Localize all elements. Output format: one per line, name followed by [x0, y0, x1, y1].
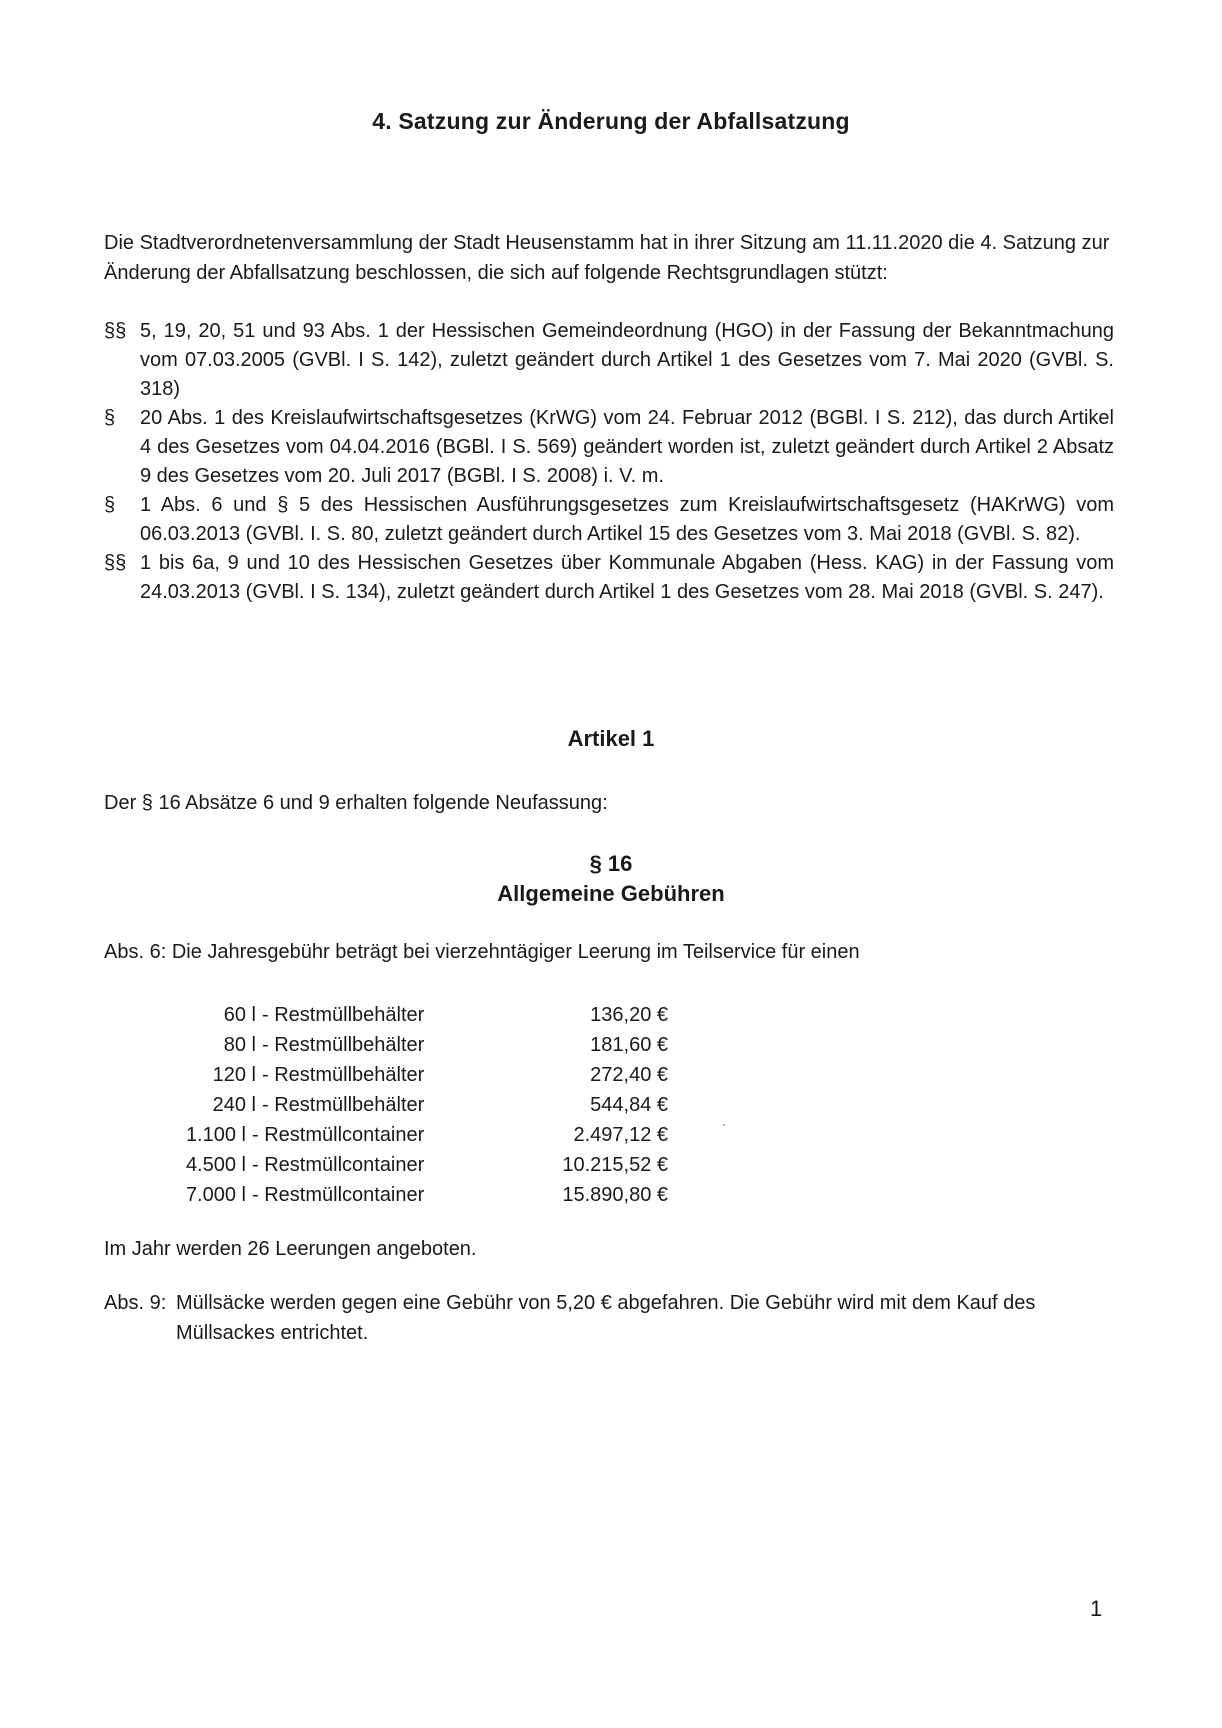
fee-type: - Restmüllbehälter	[262, 1004, 425, 1026]
fee-volume: 120 l	[212, 1064, 256, 1086]
fee-price: 272,40 €	[590, 1064, 668, 1086]
article-intro: Der § 16 Absätze 6 und 9 erhalten folgende Neufassung:	[104, 792, 608, 814]
paragraph-symbol: §§	[104, 552, 127, 574]
document-title: 4. Satzung zur Änderung der Abfallsatzung	[372, 108, 850, 134]
fee-row	[104, 1000, 704, 1030]
fee-row	[104, 1180, 704, 1210]
fee-type: - Restmüllbehälter	[262, 1034, 425, 1056]
emptyings-note: Im Jahr werden 26 Leerungen angeboten.	[104, 1238, 477, 1260]
fee-price: 181,60 €	[590, 1034, 668, 1056]
fee-volume: 4.500 l	[185, 1154, 246, 1176]
fee-price: 15.890,80 €	[562, 1184, 668, 1206]
page-number: 1	[1090, 1596, 1103, 1621]
fee-row	[104, 1150, 704, 1180]
fee-type: - Restmüllbehälter	[262, 1064, 425, 1086]
fee-price: 136,20 €	[590, 1004, 668, 1026]
fee-price: 2.497,12 €	[573, 1124, 668, 1146]
legal-basis-text: 1 bis 6a, 9 und 10 des Hessischen Gesetzes über Kommunale Abgaben (Hess. KAG) in der Fassung vom 24.03.2013 (GVBl. I S. 134), zuletzt geändert durch Artikel 1 des Gesetzes vom 28. Mai 2018 (GVBl. S. 247).	[140, 552, 1114, 603]
legal-basis-text: 20 Abs. 1 des Kreislaufwirtschaftsgesetzes (KrWG) vom 24. Februar 2012 (BGBl. I S. 212), das durch Artikel 4 des Gesetzes vom 04.04.2016 (BGBl. I S. 569) geändert worden ist, zuletzt geändert durch Artikel 2 Absatz 9 des Gesetzes vom 20. Juli 2017 (BGBl. I S. 2008) i. V. m.	[140, 407, 1114, 487]
fee-volume: 240 l	[212, 1094, 256, 1116]
fee-row	[104, 1090, 704, 1120]
fee-price: 10.215,52 €	[562, 1154, 668, 1176]
legal-basis-item	[104, 317, 1114, 404]
intro-paragraph: Die Stadtverordnetenversammlung der Stadt Heusenstamm hat in ihrer Sitzung am 11.11.2020 die 4. Satzung zur Änderung der Abfallsatzung beschlossen, die sich auf folgende Rechtsgrundlagen stützt:	[104, 232, 1110, 284]
paragraph-symbol: §	[104, 407, 116, 429]
fee-row	[104, 1030, 704, 1060]
abs9-paragraph	[104, 1288, 1044, 1348]
legal-basis-item	[104, 549, 1114, 607]
fee-row	[104, 1060, 704, 1090]
scan-speck	[723, 1124, 725, 1126]
fee-row	[104, 1120, 704, 1150]
legal-basis-text: 1 Abs. 6 und § 5 des Hessischen Ausführungsgesetzes zum Kreislaufwirtschaftsgesetz (HAKrWG) vom 06.03.2013 (GVBl. I. S. 80, zuletzt geändert durch Artikel 15 des Gesetzes vom 3. Mai 2018 (GVBl. S. 82).	[140, 494, 1114, 545]
fee-type: - Restmüllbehälter	[262, 1094, 425, 1116]
section-title: Allgemeine Gebühren	[497, 881, 725, 906]
fee-type: - Restmüllcontainer	[252, 1184, 425, 1206]
fee-type: - Restmüllcontainer	[252, 1154, 425, 1176]
fee-volume: 7.000 l	[185, 1184, 246, 1206]
article-heading: Artikel 1	[567, 726, 655, 751]
legal-basis-list	[104, 317, 1114, 607]
legal-basis-item	[104, 404, 1114, 491]
section-number: § 16	[589, 851, 633, 876]
fee-price: 544,84 €	[590, 1094, 668, 1116]
fee-table	[104, 1000, 704, 1210]
paragraph-symbol: §	[104, 494, 116, 516]
abs9-label: Abs. 9:	[104, 1292, 167, 1314]
abs9-text: Müllsäcke werden gegen eine Gebühr von 5,20 € abgefahren. Die Gebühr wird mit dem Kauf des Müllsackes entrichtet.	[176, 1292, 1036, 1344]
legal-basis-item	[104, 491, 1114, 549]
fee-volume: 60 l	[223, 1004, 256, 1026]
fee-volume: 1.100 l	[185, 1124, 246, 1146]
fee-type: - Restmüllcontainer	[252, 1124, 425, 1146]
abs6-text: Abs. 6: Die Jahresgebühr beträgt bei vierzehntägiger Leerung im Teilservice für einen	[104, 941, 860, 963]
paragraph-symbol: §§	[104, 320, 127, 342]
legal-basis-text: 5, 19, 20, 51 und 93 Abs. 1 der Hessischen Gemeindeordnung (HGO) in der Fassung der Bekanntmachung vom 07.03.2005 (GVBl. I S. 142), zuletzt geändert durch Artikel 1 des Gesetzes vom 7. Mai 2020 (GVBl. S. 318)	[140, 320, 1114, 400]
fee-volume: 80 l	[223, 1034, 256, 1056]
